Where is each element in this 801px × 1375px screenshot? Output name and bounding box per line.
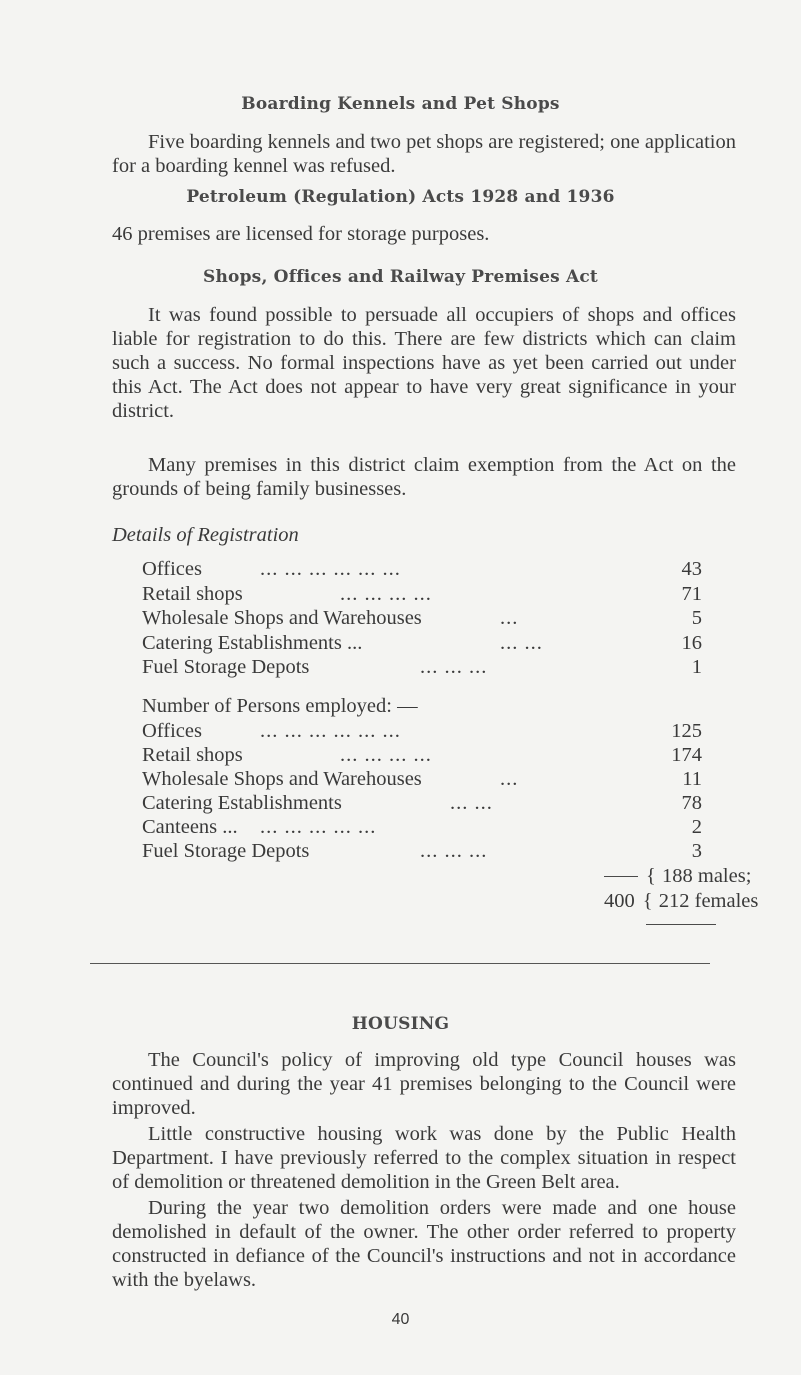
kennels-heading: Boarding Kennels and Pet Shops <box>241 94 560 114</box>
row-dots: ... ... ... <box>420 840 488 862</box>
page-number: 40 <box>391 1311 410 1328</box>
row-label: Offices <box>142 720 202 742</box>
row-dots: ... <box>500 607 519 629</box>
employed-row <box>142 791 702 815</box>
employed-row <box>142 767 702 791</box>
shops-act-heading: Shops, Offices and Railway Premises Act <box>203 267 598 287</box>
petroleum-text: 46 premises are licensed for storage purposes. <box>112 223 490 245</box>
row-value: 3 <box>691 840 702 862</box>
housing-text-3: During the year two demolition orders were made and one house demolished in default of the owner. The other order referred to property constructed in defiance of the Council's instructions and not in accordance with the byelaws. <box>112 1197 736 1291</box>
row-label: Catering Establishments <box>142 792 342 814</box>
row-value: 11 <box>682 768 702 790</box>
housing-paragraph-1 <box>112 1048 736 1120</box>
females-line <box>604 889 758 913</box>
row-value: 1 <box>691 656 702 678</box>
section-divider <box>90 963 710 964</box>
row-label: Retail shops <box>142 744 243 766</box>
row-label: Wholesale Shops and Warehouses <box>142 768 422 790</box>
row-dots: ... ... ... ... ... ... <box>260 558 401 580</box>
registration-title: Details of Registration <box>112 524 299 546</box>
registration-row <box>142 631 702 655</box>
petroleum-heading: Petroleum (Regulation) Acts 1928 and 1936 <box>186 187 615 207</box>
shops-act-paragraph-2 <box>112 453 736 501</box>
row-value: 16 <box>681 632 702 654</box>
employed-row <box>142 815 702 839</box>
total-rule-bottom <box>646 924 716 925</box>
total-rule-top <box>604 876 638 877</box>
kennels-paragraph <box>112 130 736 178</box>
row-label: Wholesale Shops and Warehouses <box>142 607 422 629</box>
brace-top: { <box>646 865 656 887</box>
housing-heading: HOUSING <box>351 1014 450 1034</box>
registration-row <box>142 606 702 630</box>
row-value: 174 <box>671 744 702 766</box>
shops-act-text-2: Many premises in this district claim exemption from the Act on the grounds of being family businesses. <box>112 454 736 500</box>
row-value: 5 <box>691 607 702 629</box>
housing-paragraph-2 <box>112 1122 736 1194</box>
employed-row <box>142 719 702 743</box>
row-dots: ... ... ... ... <box>340 583 432 605</box>
row-label: Fuel Storage Depots <box>142 840 310 862</box>
petroleum-paragraph <box>112 222 736 246</box>
row-dots: ... ... ... ... ... ... <box>260 720 401 742</box>
housing-text-2: Little constructive housing work was done by the Public Health Department. I have previously referred to the complex situation in respect of demolition or threatened demolition in the Green Belt area. <box>112 1123 736 1193</box>
row-value: 78 <box>681 792 702 814</box>
males-line <box>646 864 751 888</box>
employed-row <box>142 743 702 767</box>
row-dots: ... ... ... <box>420 656 488 678</box>
shops-act-paragraph-1 <box>112 303 736 423</box>
shops-act-text-1: It was found possible to persuade all occupiers of shops and offices liable for registration to do this. There are few districts which can claim such a success. No formal inspections have as yet been carried out under this Act. The Act does not appear to have very great significance in your district. <box>112 304 736 422</box>
brace-bottom: { <box>642 890 653 912</box>
employed-title-text: Number of Persons employed: — <box>142 695 418 717</box>
registration-row <box>142 557 702 581</box>
registration-row <box>142 582 702 606</box>
kennels-text: Five boarding kennels and two pet shops are registered; one application for a boarding kennel was refused. <box>112 131 736 177</box>
row-dots: ... <box>500 768 519 790</box>
housing-paragraph-3 <box>112 1196 736 1292</box>
row-value: 125 <box>671 720 702 742</box>
row-dots: ... ... ... ... <box>340 744 432 766</box>
row-dots: ... ... ... ... ... <box>260 816 377 838</box>
row-value: 71 <box>681 583 702 605</box>
row-label: Fuel Storage Depots <box>142 656 310 678</box>
row-value: 43 <box>681 558 702 580</box>
females-count: 212 females <box>658 890 759 912</box>
row-label: Retail shops <box>142 583 243 605</box>
row-label: Canteens ... <box>142 816 238 838</box>
housing-text-1: The Council's policy of improving old type Council houses was continued and during the year 41 premises belonging to the Council were improved. <box>112 1049 736 1119</box>
row-dots: ... ... <box>450 792 493 814</box>
row-label: Catering Establishments ... <box>142 632 363 654</box>
employed-row <box>142 839 702 863</box>
employed-title <box>142 694 702 718</box>
total-count: 400 <box>604 890 635 912</box>
row-value: 2 <box>691 816 702 838</box>
registration-row <box>142 655 702 679</box>
row-label: Offices <box>142 558 202 580</box>
row-dots: ... ... <box>500 632 543 654</box>
males-count: 188 males; <box>662 865 752 887</box>
